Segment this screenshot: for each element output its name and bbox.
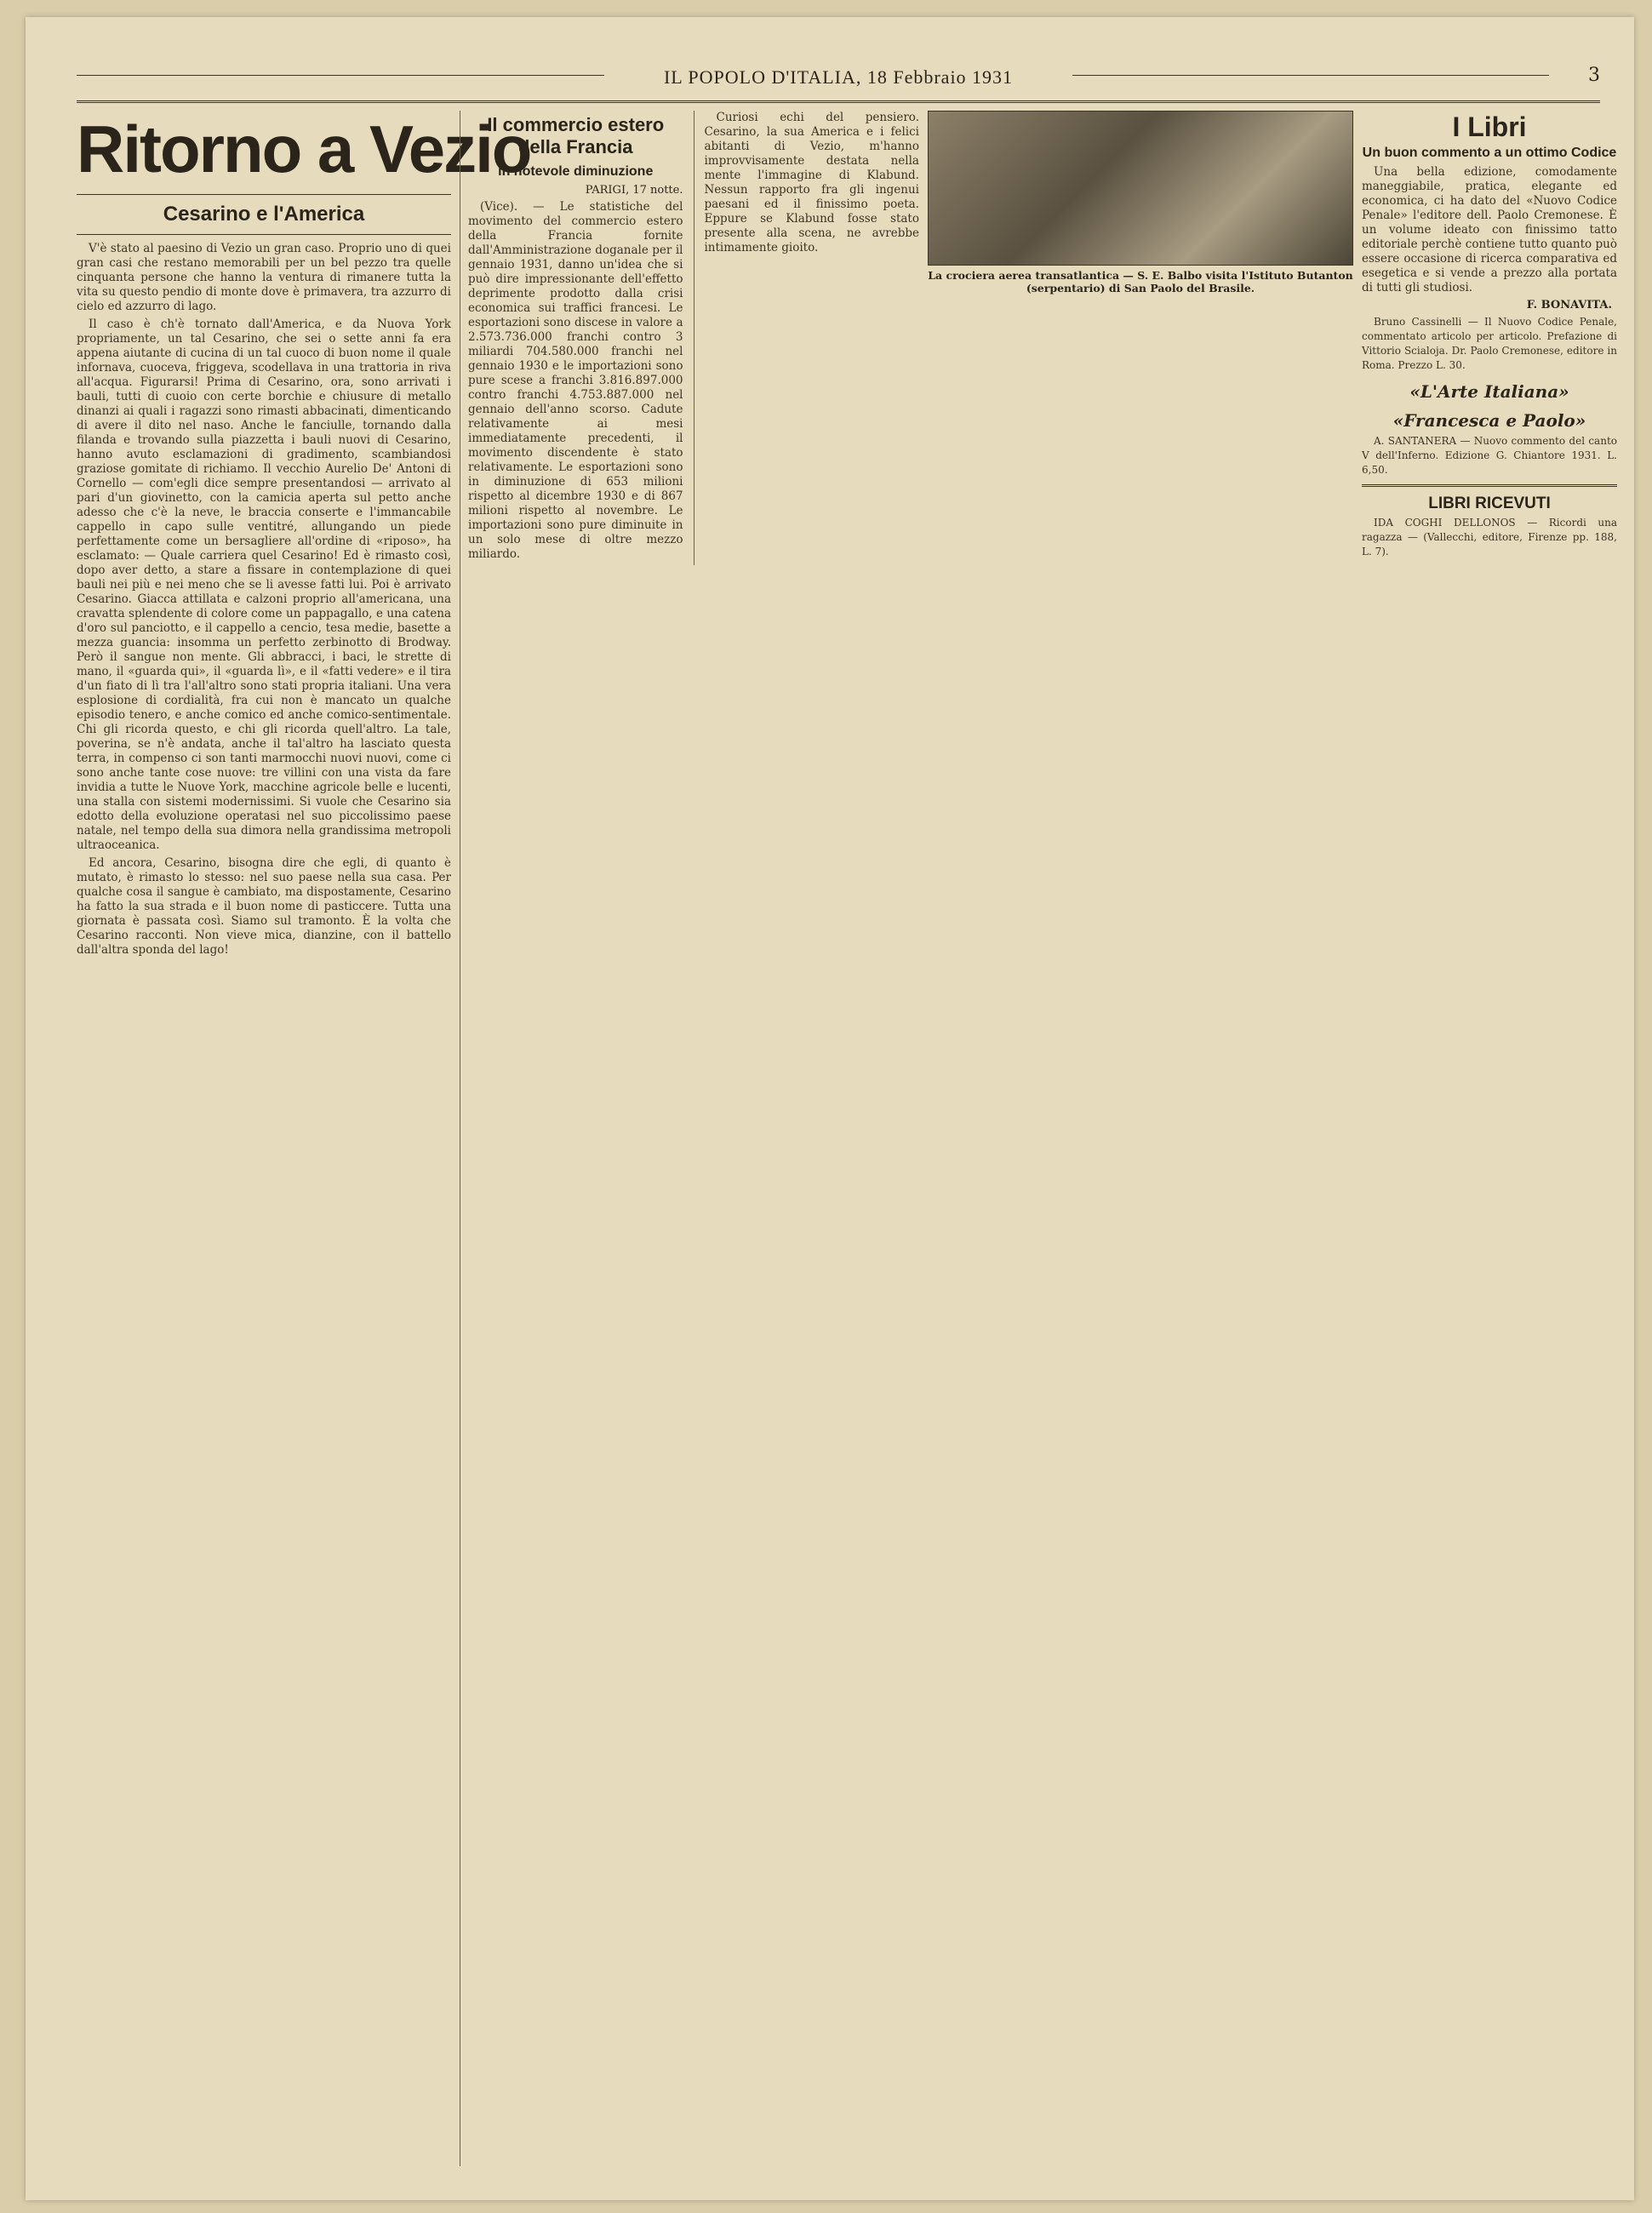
subhead-cesarino: Cesarino e l'America <box>163 203 365 226</box>
column-1 <box>77 111 531 2166</box>
newspaper-page <box>26 17 1634 2200</box>
note-santanera: A. SANTANERA — Nuovo commento del canto V dell'Inferno. Edizione G. Chiantore 1931. L. 6,50. <box>1362 435 1617 476</box>
masthead-title: IL POPOLO D'ITALIA, 18 Febbraio 1931 <box>663 66 1014 88</box>
article-klabund-top <box>704 111 919 565</box>
headline-ritorno: Ritorno a Vezio <box>77 112 531 186</box>
page-number: 3 <box>1588 65 1600 86</box>
column-3 <box>928 111 1353 2166</box>
article-klabund-body: Curiosi echi del pensiero. Cesarino, la sua America e i felici abitanti di Vezio, m'hanno improvvisamente destata nella mente l'immagine di Klabund. Nessun rapporto fra gli ingenui paesani ed il finissimo poeta. Eppure se Klabund fosse stato presente alla scena, ne avrebbe intimamente gioito. <box>704 111 919 254</box>
note-cassinelli: Bruno Cassinelli — Il Nuovo Codice Penale, commentato articolo per articolo. Prefazione di Vittorio Scialoja. Dr. Paolo Cremonese, editore in Roma. Prezzo L. 30. <box>1362 316 1617 371</box>
dateline-parigi: PARIGI, 17 notte. <box>585 184 683 197</box>
column-2 <box>468 111 919 2166</box>
article-commercio-body: (Vice). — Le statistiche del movimento del commercio estero della Francia fornite dall'Amministrazione doganale per il gennaio 1931, danno un'idea che si può dire impressionante dell'effetto deprimente prodotto dalla crisi economica sui traffici francesi. Le esportazioni sono discese in valore a 2.573.736.000 franchi contro 3 miliardi 704.580.000 franchi nel gennaio 1930 e le importazioni sono pure scese a franchi 3.816.897.000 contro franchi 4.753.887.000 nel gennaio dell'anno scorso. Cadute relativamente ai mesi immediatamente precedenti, il movimento discendente è stato relativamente. Le esportazioni sono in diminuzione di 653 milioni rispetto al dicembre 1930 e di 867 milioni rispetto al novembre. Le importazioni sono pure diminuite in un solo mese di oltre mezzo miliardo. <box>468 200 683 561</box>
headline-libri: I Libri <box>1452 112 1527 142</box>
article-ritorno-body2: Ed ancora, Cesarino, bisogna dire che egli, di quanto è mutato, è rimasto lo stesso: nel suo paese nella sua casa. Per qualche cosa il sangue è cambiato, ma dispostamente, Cesarino ha fatto la sua strada e il buon nome di pasticcere. Tutta una giornata è passata così. Siamo sul tramonto. È la volta che Cesarino racconti. Non vieve mica, dianzine, con il battello dall'altra sponda del lago! <box>77 856 451 957</box>
headline-commercio: Il commercio estero della Francia <box>487 114 665 157</box>
photo-balbo <box>928 111 1353 266</box>
headline-francesca: «Francesca e Paolo» <box>1392 410 1586 431</box>
article-libri-body: Una bella edizione, comodamente maneggiabile, pratica, elegante ed economica, ci ha dato del «Nuovo Codice Penale» l'editore dell. Paolo Cremonese. È un volume ideato con finissimo tatto editoriale perchè contiene tutto quanto può essere occasione di ricerca comparativa ed esegetica e si vende a prezzo alla portata di tutti gli studiosi. <box>1362 165 1617 294</box>
caption-balbo: La crociera aerea transatlantica — S. E. Balbo visita l'Istituto Butanton (serpentario) di San Paolo del Brasile. <box>928 269 1353 294</box>
subhead-commercio: in notevole diminuzione <box>498 164 654 179</box>
masthead <box>77 60 1600 103</box>
headline-arte-italiana: «L'Arte Italiana» <box>1409 381 1569 402</box>
masthead-rule-right <box>1072 75 1549 76</box>
article-ritorno-lead: V'è stato al paesino di Vezio un gran caso. Proprio uno di quei gran casi che restano memorabili per un bel pezzo tra quelle cinquanta persone che hanno la ventura di rimanere tutta la vita su questo pendio di monte dove è primavera, tra azzurro di cielo ed azzurro di lago. <box>77 242 451 313</box>
article-ritorno <box>77 242 451 958</box>
headline-libri-ricevuti: LIBRI RICEVUTI <box>1428 495 1551 512</box>
article-commercio <box>468 111 683 565</box>
article-ritorno-body: Il caso è ch'è tornato dall'America, e da Nuova York propriamente, un tal Cesarino, che sei o sette anni fa era appena aiutante di cucina di un tal cuoco di buon nome il quale infornava, cuoceva, friggeva, scodellava in una trattoria in riva all'acqua. Figurarsi! Prima di Cesarino, ora, sono arrivati i bauli, tutti di cuoio con certe borchie e chiusure di metallo dinanzi ai quali i ragazzi sono rimasti abbacinati, dimenticando di avere il dito nel naso. Anche le fanciulle, tornando dalla filanda e trovando sulla piazzetta i bauli nuovi di Cesarino, hanno avuto esclamazioni di gradimento, scambiandosi graziose gomitate di richiamo. Il vecchio Aurelio De' Antoni di Cornello — com'egli dice sempre presentandosi — arrivato al pari d'un giovinetto, con la camicia aperta sul petto anche adesso che c'è la neve, le braccia conserte e l'immancabile cappello in capo sulle ventitré, allungando un piede perfettamente come un bersagliere all'ordine di «riposo», ha esclamato: — Quale carriera quel Cesarino! Ed è rimasto così, dopo aver detto, a stare a fissare in contemplazione di quei bauli nei più e nei meno che se li avesse fatti lui. Poi è arrivato Cesarino. Giacca attillata e calzoni proprio all'americana, una cravatta splendente di colore come un pappagallo, e una catena d'oro sul panciotto, e il cappello a cencio, tesa medie, basette a mezza guancia: insomma un perfetto zerbinotto di Brodway. Però il sangue non mente. Gli abbracci, i baci, le strette di mano, il «guarda qui», il «guarda lì», e il «fatti vedere» e il tira d'un fiato di lì tra l'all'altro sono stati propria italiani. Una vera esplosione di cordialità, fra cui non è mancato un qualche episodio tenero, e anche comico ed anche comico-sentimentale. Chi gli ricorda questo, e chi gli ricorda quell'altro. La tale, poverina, se n'è andata, anche il tal'altro ha lasciato questa terra, in compenso ci son tanti marmocchi nuovi nuovi, come ci sono anche tante cose nuove: tre villini con una vista da fare invidia a tutte le Nuove York, macchine agricole belle e lucenti, una stalla con sistemi modernissimi. Si vuole che Cesarino sia edotto della evoluzione operatasi nel suo piccolissimo paese natale, nel tempo della sua dimora nella grandissima metropoli ultraoceanica. <box>77 317 451 852</box>
libri-ricevuti-list: IDA COGHI DELLONOS — Ricordi una ragazza — (Vallecchi, editore, Firenze pp. 188, L. 7). <box>1362 517 1617 558</box>
subhead-libri: Un buon commento a un ottimo Codice <box>1362 146 1617 160</box>
column-4 <box>1362 111 1617 2166</box>
signature-bonavita: F. BONAVITA. <box>1526 299 1612 312</box>
